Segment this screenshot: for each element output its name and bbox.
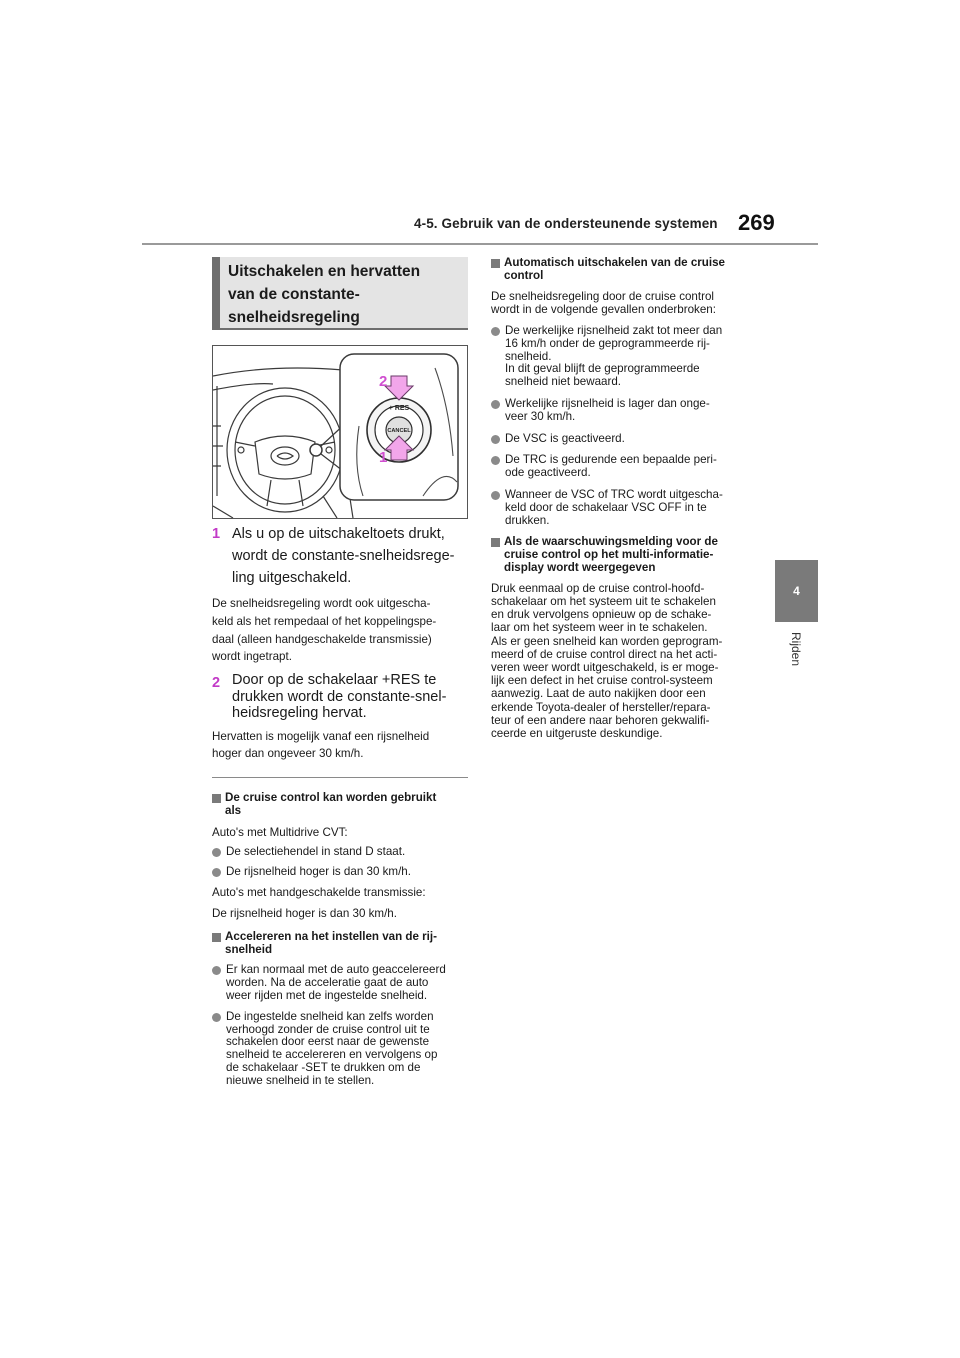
step-number: 2	[212, 675, 221, 692]
step-note	[212, 728, 468, 764]
section-heading-box	[212, 257, 468, 330]
text-line: meerd of de cruise control direct na het acti-	[491, 647, 718, 661]
steering-wheel-illustration	[213, 346, 467, 518]
note-line: De snelheidsregeling wordt ook uitgescha-	[212, 597, 431, 610]
list-item	[212, 964, 468, 1002]
header-rule	[142, 243, 818, 245]
heading-line: display wordt weergegeven	[504, 560, 656, 574]
bullet-line: De TRC is gedurende een bepaalde peri-	[505, 453, 717, 467]
step-1	[212, 523, 468, 589]
text-line: veren weer wordt uitgeschakeld, is er moge-	[491, 660, 719, 674]
step-line: heidsregeling hervat.	[232, 705, 367, 722]
note-line: Hervatten is mogelijk vanaf een rijsnelheid	[212, 729, 430, 743]
bullet-line: schakelen door eerst naar de gewenste	[226, 1035, 430, 1049]
section-heading-line: snelheidsregeling	[228, 309, 360, 326]
bullet-line: Werkelijke rijsnelheid is lager dan onge-	[505, 396, 710, 410]
list-item	[491, 325, 751, 389]
page-number: 269	[738, 210, 775, 235]
round-bullet-icon	[491, 327, 500, 336]
round-bullet-icon	[212, 966, 221, 975]
left-column	[212, 523, 468, 1088]
heading-line: control	[504, 268, 544, 282]
text-line: Als er geen snelheid kan worden geprogram-	[491, 634, 723, 648]
bullet-line: weer rijden met de ingestelde snelheid.	[226, 989, 428, 1003]
heading-line: Accelereren na het instellen van de rij-	[225, 929, 437, 943]
bullet-line: De VSC is geactiveerd.	[505, 431, 625, 445]
heading-line: Automatisch uitschakelen van de cruise	[504, 256, 726, 269]
bullet-line: keld door de schakelaar VSC OFF in te	[505, 500, 707, 514]
text-line: ceerde en uitgeruste deskundige.	[491, 726, 663, 740]
note-line: daal (alleen handgeschakelde transmissie)	[212, 632, 432, 646]
step-note	[212, 595, 468, 666]
section-heading-line: van de constante-	[228, 286, 360, 303]
bullet-line: drukken.	[505, 513, 550, 527]
text-line: erkende Toyota-dealer of hersteller/repara-	[491, 700, 711, 714]
heading-line: als	[225, 804, 242, 818]
text-line: en druk vervolgens opnieuw op de schake-	[491, 608, 712, 622]
bullet-line: ode geactiveerd.	[505, 466, 591, 480]
steering-wheel-figure	[212, 345, 468, 519]
chapter-tab	[775, 560, 818, 622]
bullet-line: Er kan normaal met de auto geaccelereerd	[226, 963, 446, 977]
square-bullet-icon	[491, 538, 500, 547]
step-text	[232, 672, 446, 722]
callout-2: 2	[379, 373, 388, 390]
text-line: teur of een andere naar behoren gekwalifi-	[491, 713, 710, 727]
list-item	[491, 489, 751, 527]
square-bullet-icon	[491, 259, 500, 268]
callout-1: 1	[379, 449, 388, 466]
right-column	[491, 257, 751, 740]
intro-line: De snelheidsregeling door de cruise control	[491, 289, 714, 303]
text-line: Druk eenmaal op de cruise control-hoofd-	[491, 581, 705, 595]
round-bullet-icon	[212, 848, 221, 857]
heading-line: snelheid	[225, 942, 273, 956]
list-item	[212, 846, 468, 859]
round-bullet-icon	[491, 456, 500, 465]
bullet-line: snelheid.	[505, 349, 552, 363]
bullet-line: nieuwe snelheid in te stellen.	[226, 1073, 375, 1087]
square-bullet-icon	[212, 933, 221, 942]
step-number: 1	[212, 526, 221, 542]
square-bullet-icon	[212, 794, 221, 803]
note-heading-auto-cancel	[491, 257, 751, 283]
list-item	[491, 454, 751, 480]
switch-cancel-label: CANCEL	[387, 428, 411, 434]
note-heading-accelerate	[212, 931, 468, 957]
section-heading-line: Uitschakelen en hervatten	[228, 263, 421, 280]
heading-line: De cruise control kan worden gebruikt	[225, 791, 437, 805]
section-heading-bar	[212, 257, 220, 328]
bullet-text: De rijsnelheid hoger is dan 30 km/h.	[226, 865, 411, 879]
list-item	[491, 433, 751, 446]
manual-label: Auto's met handgeschakelde transmissie:	[212, 886, 426, 900]
list-item	[212, 866, 468, 879]
bullet-line: In dit geval blijft de geprogrammeerde	[505, 362, 700, 376]
step-line: drukken wordt de constante-snel-	[232, 688, 447, 705]
step-line: Als u op de uitschakeltoets drukt,	[232, 526, 445, 542]
note-line: hoger dan ongeveer 30 km/h.	[212, 747, 364, 761]
text-line: schakelaar om het systeem uit te schakelen	[491, 594, 716, 608]
step-2	[212, 672, 468, 722]
round-bullet-icon	[212, 868, 221, 877]
step-line: Door op de schakelaar +RES te	[232, 672, 437, 689]
note-heading-warning	[491, 536, 751, 574]
bullet-line: verhoogd zonder de cruise control uit te	[226, 1022, 430, 1036]
note-line: wordt ingetrapt.	[212, 650, 292, 664]
text-line: laar om het systeem weer in te schakelen.	[491, 621, 708, 635]
list-item	[491, 398, 751, 424]
warning-text	[491, 582, 751, 740]
note-heading-use	[212, 792, 468, 818]
note-line: keld als het rempedaal of het koppelingspe-	[212, 614, 437, 628]
switch-res-label: + RES	[388, 405, 410, 412]
bullet-line: de schakelaar -SET te drukken om de	[226, 1061, 421, 1075]
list-item	[212, 1011, 468, 1088]
bullet-line: snelheid te accelereren en vervolgens op	[226, 1048, 438, 1062]
round-bullet-icon	[491, 435, 500, 444]
chapter-name: Rijden	[789, 632, 803, 667]
step-line: wordt de constante-snelheidsrege-	[232, 548, 455, 564]
bullet-line: 16 km/h onder de geprogrammeerde rij-	[505, 336, 710, 350]
text-line: aanwezig. Laat de auto nakijken door een	[491, 687, 706, 701]
bullet-line: De ingestelde snelheid kan zelfs worden	[226, 1009, 434, 1023]
auto-intro	[491, 290, 751, 316]
step-text	[232, 523, 454, 589]
cvt-label: Auto's met Multidrive CVT:	[212, 825, 348, 839]
round-bullet-icon	[212, 1013, 221, 1022]
step-line: ling uitgeschakeld.	[232, 570, 352, 586]
bullet-text: De selectiehendel in stand D staat.	[226, 844, 406, 858]
round-bullet-icon	[491, 491, 500, 500]
chapter-number: 4	[793, 584, 800, 598]
bullet-line: veer 30 km/h.	[505, 409, 576, 423]
running-header: 4-5. Gebruik van de ondersteunende systemen	[414, 216, 718, 231]
bullet-line: Wanneer de VSC of TRC wordt uitgescha-	[505, 487, 723, 501]
intro-line: wordt in de volgende gevallen onderbroken:	[491, 302, 716, 316]
heading-line: Als de waarschuwingsmelding voor de	[504, 535, 718, 549]
bullet-line: De werkelijke rijsnelheid zakt tot meer dan	[505, 324, 723, 337]
bullet-line: worden. Na de acceleratie gaat de auto	[226, 976, 429, 990]
manual-text: De rijsnelheid hoger is dan 30 km/h.	[212, 907, 397, 921]
section-heading	[228, 260, 464, 329]
bullet-line: snelheid niet bewaard.	[505, 375, 622, 389]
heading-line: cruise control op het multi-informatie-	[504, 548, 714, 562]
round-bullet-icon	[491, 400, 500, 409]
text-line: lijk een defect in het cruise control-systeem	[491, 674, 713, 688]
